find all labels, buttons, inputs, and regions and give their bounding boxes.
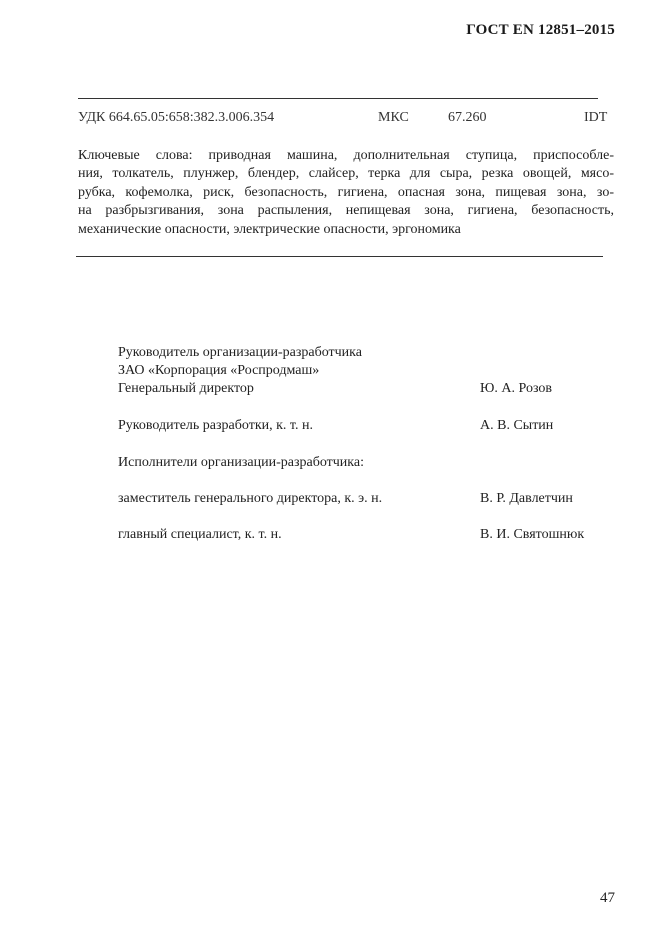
keywords-line: рубка, кофемолка, риск, безопасность, гигиена, опасная зона, пищевая зона, зо- — [78, 184, 614, 200]
head-org-name: Ю. А. Розов — [480, 381, 552, 396]
performers-heading: Исполнители организации-разработчика: — [118, 455, 364, 470]
deputy-name: В. Р. Давлетчин — [480, 491, 573, 506]
dev-lead-title: Руководитель разработки, к. т. н. — [118, 418, 313, 433]
head-org-position: Генеральный директор — [118, 381, 254, 396]
mks-label: МКС — [378, 110, 409, 125]
deputy-title: заместитель генерального директора, к. э. н. — [118, 491, 383, 506]
dev-lead-name: А. В. Сытин — [480, 418, 554, 433]
equivalence-degree: IDT — [584, 110, 608, 125]
chief-specialist-title: главный специалист, к. т. н. — [118, 527, 282, 542]
keywords-line: на разбрызгивания, зона распыления, непищевая зона, гигиена, безопасность, — [78, 203, 614, 219]
keywords-line: Ключевые слова: приводная машина, дополнительная ступица, приспособле- — [78, 148, 614, 163]
page-number: 47 — [600, 890, 615, 906]
chief-specialist-name: В. И. Святошнюк — [480, 527, 585, 542]
keywords-line: ния, толкатель, плунжер, блендер, слайсер, терка для сыра, резка овощей, мясо- — [78, 166, 614, 182]
mks-value: 67.260 — [448, 110, 487, 125]
keywords-paragraph — [78, 147, 614, 239]
bottom-divider — [76, 256, 603, 257]
head-org-title: Руководитель организации-разработчика — [118, 345, 362, 360]
udk-code: УДК 664.65.05:658:382.3.006.354 — [78, 110, 275, 125]
keywords-line: механические опасности, электрические опасности, эргономика — [78, 221, 461, 237]
top-divider — [78, 98, 598, 99]
head-org-company: ЗАО «Корпорация «Роспродмаш» — [118, 363, 320, 378]
standard-number: ГОСТ EN 12851–2015 — [466, 22, 615, 38]
